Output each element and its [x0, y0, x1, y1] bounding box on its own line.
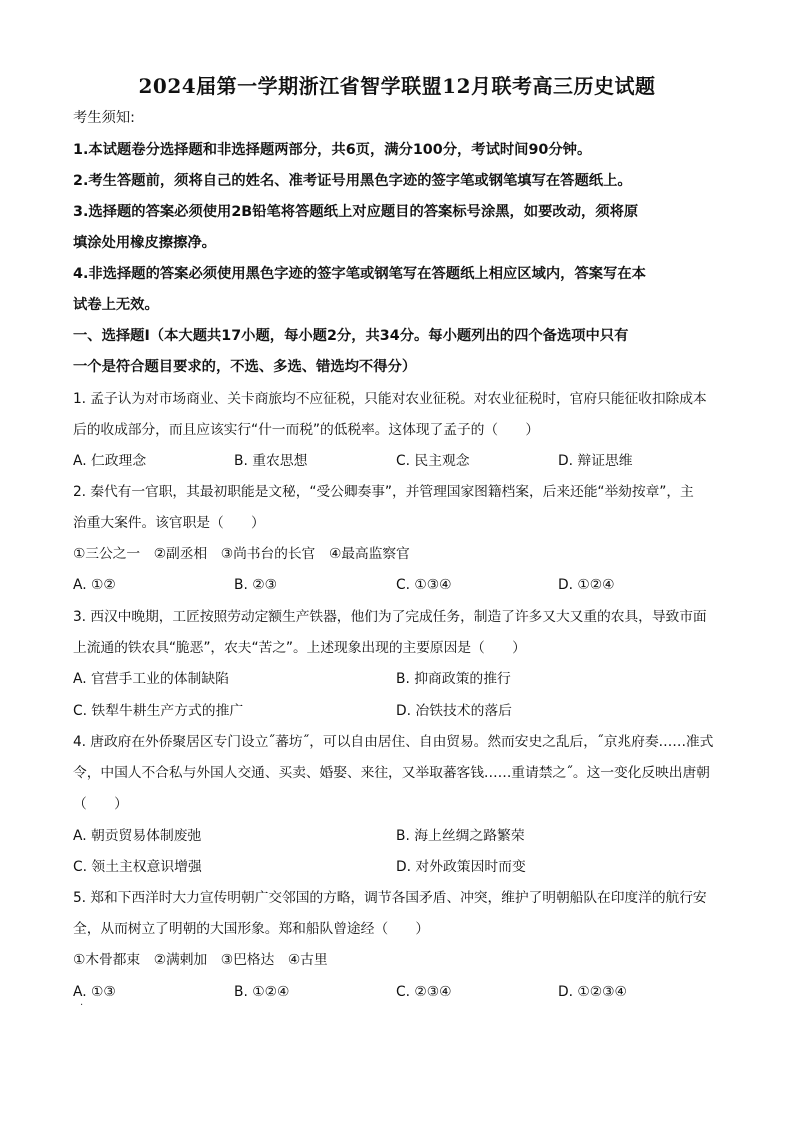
question-4-option-c: C. 领土主权意识增强 [73, 859, 202, 875]
question-2-choices: ①三公之一 ②副丞相 ③尚书台的长官 ④最高监察官 [73, 546, 410, 562]
notice-item-3: 3.选择题的答案必须使用2B铅笔将答题纸上对应题目的答案标号涂黑，如要改动，须将原 [73, 204, 639, 220]
notice-item-2: 2.考生答题前，须将自己的姓名、准考证号用黑色字迹的签字笔或钢笔填写在答题纸上。 [73, 173, 632, 189]
question-3-option-c: C. 铁犁牛耕生产方式的推广 [73, 703, 244, 719]
question-5-option-d: D. ①②③④ [558, 984, 627, 1000]
question-4-line2: 令，中国人不合私与外国人交通、买卖、婚娶、来往，又举取蕃客钱……重请禁之˝。这一变化反映出唐朝 [73, 765, 710, 781]
exam-title: 2024届第一学期浙江省智学联盟12月联考高三历史试题 [138, 74, 656, 98]
question-4-option-a: A. 朝贡贸易体制废弛 [73, 828, 202, 844]
question-3-line1: 3. 西汉中晚期，工匠按照劳动定额生产铁器，他们为了完成任务，制造了许多又大又重的农具，导致市面 [73, 609, 707, 625]
question-2-option-b: B. ②③ [234, 577, 277, 593]
question-4-line1: 4. 唐政府在外侨聚居区专门设立˝蕃坊˝，可以自由居住、自由贸易。然而安史之乱后，˝京兆府奏……准式 [73, 734, 714, 750]
footer-mark: · [80, 1000, 84, 1011]
question-5-option-c: C. ②③④ [396, 984, 452, 1000]
question-2-option-c: C. ①③④ [396, 577, 452, 593]
question-2-option-a: A. ①② [73, 577, 116, 593]
question-4-line3: （ ） [73, 796, 128, 812]
question-5-choices: ①木骨都束 ②满剌加 ③巴格达 ④古里 [73, 952, 328, 968]
question-3-option-b: B. 抑商政策的推行 [396, 671, 511, 687]
question-4-option-d: D. 对外政策因时而变 [396, 859, 526, 875]
question-2-option-d: D. ①②④ [558, 577, 615, 593]
notice-item-3-cont: 填涂处用橡皮擦擦净。 [73, 235, 216, 251]
question-1-option-d: D. 辩证思维 [558, 453, 633, 469]
section-heading-line2: 一个是符合题目要求的，不选、多选、错选均不得分） [73, 359, 417, 375]
notice-item-1: 1.本试题卷分选择题和非选择题两部分，共6页，满分100分，考试时间90分钟。 [73, 142, 592, 158]
section-heading-line1: 一、选择题Ⅰ（本大题共17小题，每小题2分，共34分。每小题列出的四个备选项中只有 [73, 328, 629, 344]
question-1-option-a: A. 仁政理念 [73, 453, 147, 469]
question-5-line2: 全，从而树立了明朝的大国形象。郑和船队曾途经（ ） [73, 921, 430, 937]
question-2-line1: 2. 秦代有一官职，其最初职能是文秘，“受公卿奏事”，并管理国家图籍档案，后来还能“举劾按章”，主 [73, 484, 694, 500]
question-4-option-b: B. 海上丝绸之路繁荣 [396, 828, 525, 844]
question-1-line1: 1. 孟子认为对市场商业、关卡商旅均不应征税，只能对农业征税。对农业征税时，官府只能征收扣除成本 [73, 391, 707, 407]
question-2-line2: 治重大案件。该官职是（ ） [73, 515, 265, 531]
notice-heading: 考生须知: [73, 110, 136, 126]
question-3-option-a: A. 官营手工业的体制缺陷 [73, 671, 229, 687]
question-5-line1: 5. 郑和下西洋时大力宣传明朝广交邻国的方略，调节各国矛盾、冲突，维护了明朝船队在印度洋的航行安 [73, 890, 707, 906]
notice-item-4: 4.非选择题的答案必须使用黑色字迹的签字笔或钢笔写在答题纸上相应区域内，答案写在本 [73, 266, 646, 282]
question-5-option-a: A. ①③ [73, 984, 116, 1000]
question-1-option-b: B. 重农思想 [234, 453, 308, 469]
question-1-option-c: C. 民主观念 [396, 453, 470, 469]
question-1-line2: 后的收成部分，而且应该实行“什一而税”的低税率。这体现了孟子的（ ） [73, 422, 540, 438]
question-5-option-b: B. ①②④ [234, 984, 290, 1000]
question-3-option-d: D. 冶铁技术的落后 [396, 703, 512, 719]
notice-item-4-cont: 试卷上无效。 [73, 297, 159, 313]
question-3-line2: 上流通的铁农具“脆恶”，农夫“苦之”。上述现象出现的主要原因是（ ） [73, 640, 526, 656]
